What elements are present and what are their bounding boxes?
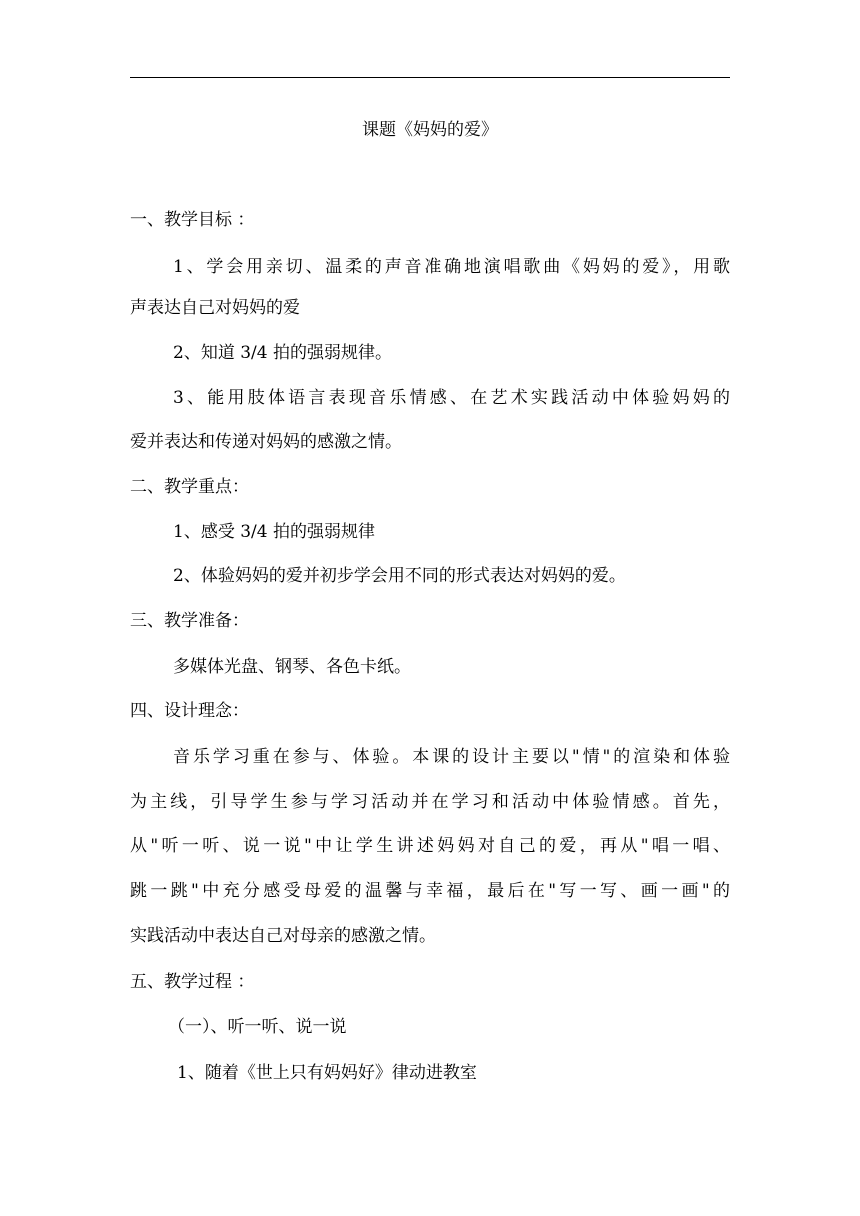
- concept-line-4: 跳一跳"中充分感受母爱的温馨与幸福，最后在"写一写、画一画"的: [130, 881, 730, 901]
- prep-heading: 三、教学准备：: [130, 611, 249, 631]
- process-subheading-1: （一）、听一听、说一说: [168, 1017, 347, 1037]
- concept-line-3: 从"听一听、说一说"中让学生讲述妈妈对自己的爱，再从"唱一唱、: [130, 836, 730, 856]
- process-step-1: 1、随着《世上只有妈妈好》律动进教室: [177, 1063, 477, 1083]
- goals-item-1-line-1: 1、学会用亲切、温柔的声音准确地演唱歌曲《妈妈的爱》，用歌: [173, 257, 730, 277]
- focus-item-2: 2、体验妈妈的爱并初步学会用不同的形式表达对妈妈的爱。: [173, 566, 626, 586]
- goals-item-3-line-1: 3、能用肢体语言表现音乐情感、在艺术实践活动中体验妈妈的: [173, 388, 730, 408]
- focus-heading: 二、教学重点：: [130, 477, 249, 497]
- concept-line-2: 为主线，引导学生参与学习活动并在学习和活动中体验情感。首先，: [130, 792, 730, 812]
- goals-heading: 一、教学目标 ：: [130, 210, 255, 230]
- goals-item-1-line-2: 声表达自己对妈妈的爱: [130, 298, 300, 318]
- goals-item-2: 2、知道 3/4 拍的强弱规律。: [173, 343, 392, 363]
- prep-text: 多媒体光盘、钢琴、各色卡纸。: [173, 657, 411, 677]
- concept-heading: 四、设计理念：: [130, 701, 249, 721]
- process-heading: 五、教学过程 ：: [130, 972, 255, 992]
- concept-line-1: 音乐学习重在参与、体验。本课的设计主要以"情"的渲染和体验: [173, 747, 730, 767]
- header-rule: [130, 77, 730, 78]
- concept-line-5: 实践活动中表达自己对母亲的感激之情。: [130, 926, 436, 946]
- goals-item-3-line-2: 爱并表达和传递对妈妈的感激之情。: [130, 432, 402, 452]
- focus-item-1: 1、感受 3/4 拍的强弱规律: [173, 522, 375, 542]
- document-title: 课题《妈妈的爱》: [362, 120, 498, 140]
